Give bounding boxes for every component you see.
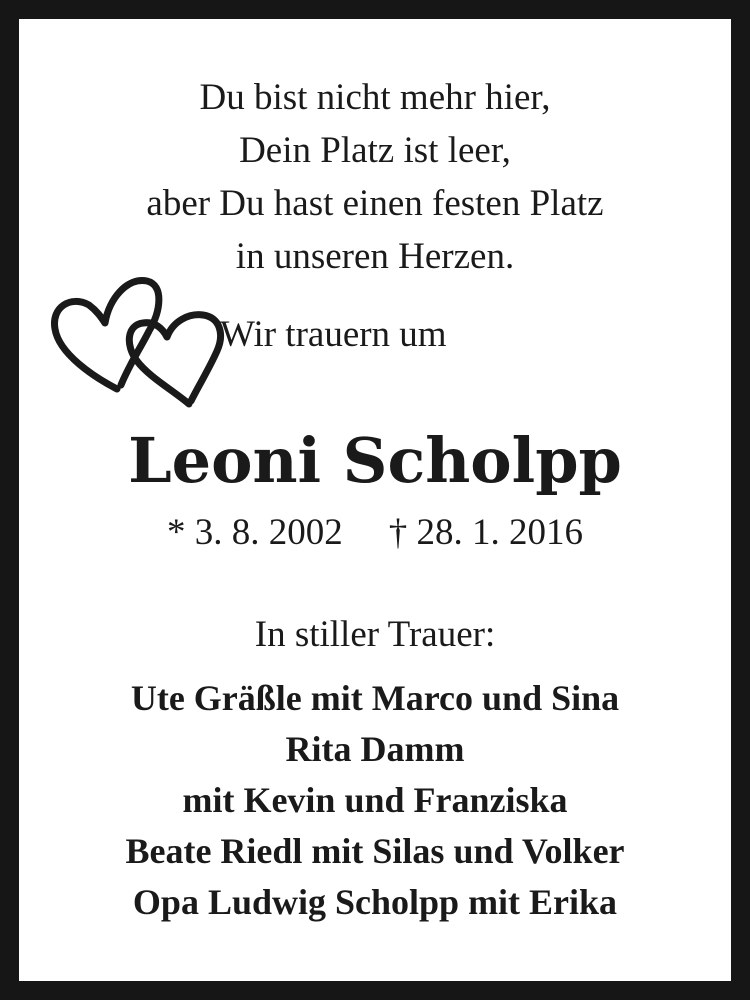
poem-line: in unseren Herzen. [235, 236, 515, 277]
poem-line: Dein Platz ist leer, [239, 130, 511, 171]
life-dates [19, 511, 731, 555]
two-hearts-icon [39, 269, 234, 414]
mourners-heading: In stiller Trauer: [254, 614, 496, 655]
mourner-line: Beate Riedl mit Silas und Volker [125, 831, 625, 871]
poem-line: Du bist nicht mehr hier, [199, 77, 551, 118]
mourners-list [19, 673, 731, 928]
birth-date: * 3. 8. 2002 [167, 512, 343, 553]
mourner-line: Opa Ludwig Scholpp mit Erika [132, 882, 618, 922]
death-date: † 28. 1. 2016 [388, 512, 583, 553]
mourner-line: Ute Gräßle mit Marco und Sina [130, 678, 620, 718]
poem [19, 71, 731, 283]
deceased-name: Leoni Scholpp [128, 424, 622, 497]
mourner-line: mit Kevin und Franziska [182, 780, 568, 820]
mourner-line: Rita Damm [285, 729, 465, 769]
intro-text: Wir trauern um [220, 314, 447, 355]
poem-line: aber Du hast einen festen Platz [146, 183, 604, 224]
obituary-card [19, 19, 731, 981]
